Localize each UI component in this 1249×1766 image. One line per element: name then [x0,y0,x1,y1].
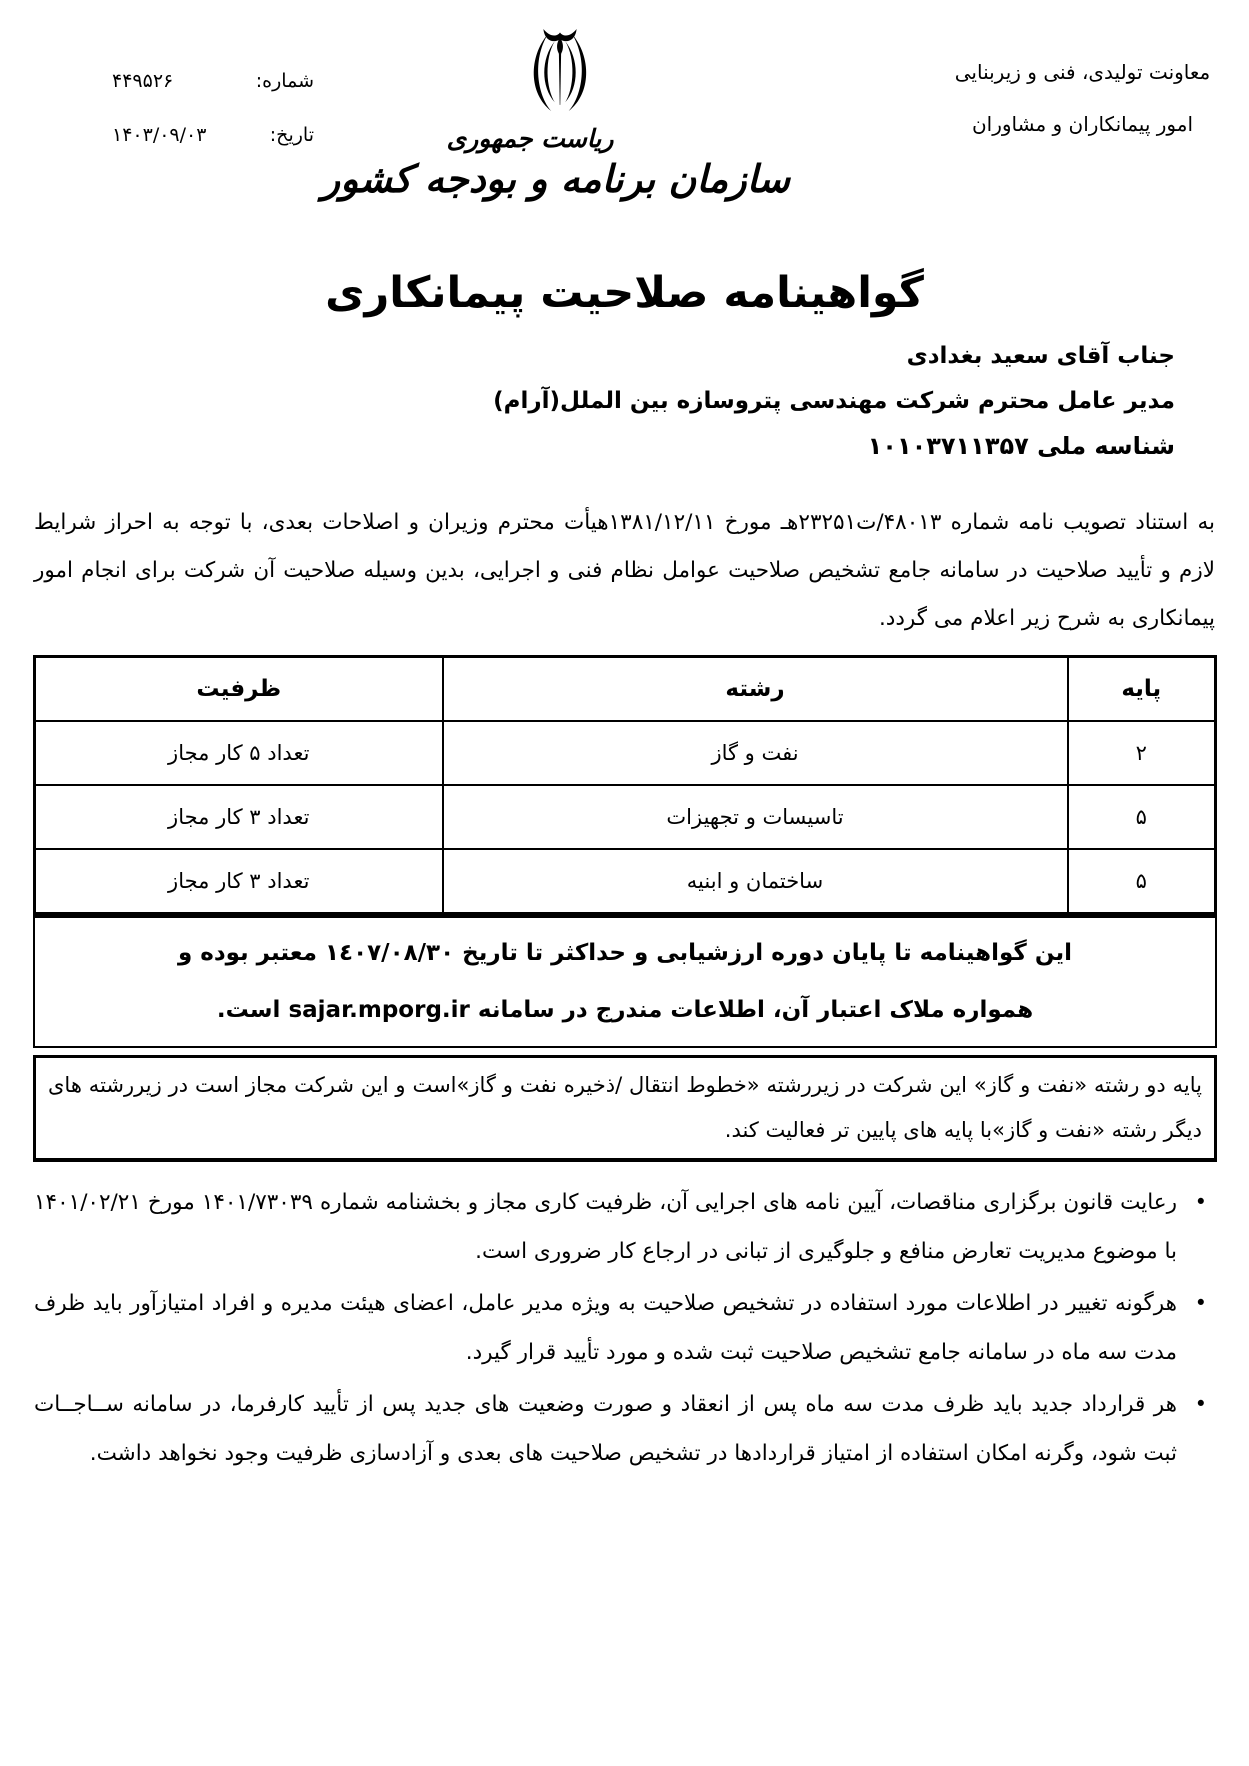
table-row [35,849,1216,913]
letter-date-row [112,124,314,146]
capacity-cell: تعداد ۳ کار مجاز [35,785,443,849]
letterhead-center [321,22,790,201]
bullet-icon: • [1194,1391,1207,1416]
col-field: رشته [443,657,1068,721]
note-item [34,1380,1215,1478]
capacity-cell: تعداد ۳ کار مجاز [35,849,443,913]
addressee-block [0,334,1249,469]
note-text: رعایت قانون برگزاری مناقصات، آیین نامه های اجرایی آن، ظرفیت کاری مجاز و بخشنامه شماره ۱۴۰۱/۷۳۰۳۹ مورخ ۱۴۰۱/۰۲/۲۱ با موضوع مدیریت تعارض منافع و جلوگیری از تبانی در ارجاع کار ضروری است. [34,1189,1177,1264]
addressee-name: جناب آقای سعید بغدادی [906,343,1175,369]
certificate-title: گواهینامه صلاحیت پیمانکاری [325,268,924,318]
field-cell: نفت و گاز [443,721,1068,785]
bullet-icon: • [1194,1189,1207,1214]
subfield-note-box: پایه دو رشته «نفت و گاز» این شرکت در زیررشته «خطوط انتقال /ذخیره نفت و گاز»است و این شرکت مجاز است در زیررشته های دیگر رشته «نفت و گاز»با پایه های پایین تر فعالیت کند. [33,1055,1217,1162]
note-text: هرگونه تغییر در اطلاعات مورد استفاده در تشخیص صلاحیت به ویژه مدیر عامل، اعضای هیئت مدیره و افراد امتیازآور باید ظرف مدت سه ماه در سامانه جامع تشخیص صلاحیت ثبت شده و مورد تأیید قرار گیرد. [34,1290,1177,1365]
col-grade: پایه [1068,657,1216,721]
deputy-line: معاونت تولیدی، فنی و زیربنایی [954,60,1211,84]
table-row [35,721,1216,785]
intro-paragraph: به استناد تصویب نامه شماره ۴۸۰۱۳/ت۲۳۲۵۱هـ مورخ ۱۳۸۱/۱۲/۱۱هیأت محترم وزیران و اصلاحات بعدی، با توجه به احراز شرایط لازم و تأیید صلاحیت در سامانه جامع تشخیص صلاحیت عوامل نظام فنی و اجرایی، بدین وسیله صلاحیت آن شرکت برای انجام امور پیمانکاری به شرح زیر اعلام می گردد. [34,510,1215,631]
validity-line2 [45,982,1205,1039]
sajar-site-name: sajar.mporg.ir [288,996,470,1023]
addressee-role: مدیر عامل محترم شرکت مهندسی پتروسازه بین الملل(آرام) [493,388,1175,414]
letter-meta [112,70,314,178]
table-row [35,785,1216,849]
bullet-icon: • [1194,1290,1207,1315]
deputy-header [950,60,1215,164]
field-cell: ساختمان و ابنیه [443,849,1068,913]
number-value: ۴۴۹۵۲۶ [112,70,174,92]
contractors-affairs-line: امور پیمانکاران و مشاوران [971,112,1194,136]
col-capacity: ظرفیت [35,657,443,721]
table-header-row [35,657,1216,721]
field-cell: تاسیسات و تجهیزات [443,785,1068,849]
grade-cell: ۵ [1068,849,1216,913]
qualification-table [33,655,1217,914]
presidency-line: ریاست جمهوری [446,124,614,153]
date-label: تاریخ: [269,124,314,146]
iran-emblem-icon [512,22,608,122]
note-text: هر قرارداد جدید باید ظرف مدت سه ماه پس از انعقاد و صورت وضعیت های جدید پس از تأیید کارفرما، در سامانه ســاجــات ثبت شود، وگرنه امکان استفاده از امتیاز قراردادها در تشخیص صلاحیت های بعدی و آزادسازی ظرفیت وجود نخواهد داشت. [34,1391,1177,1466]
letter-number-row [112,70,314,92]
validity-note [33,914,1217,1048]
date-value: ۱۴۰۳/۰۹/۰۳ [112,124,207,146]
capacity-cell: تعداد ۵ کار مجاز [35,721,443,785]
grade-cell: ۲ [1068,721,1216,785]
notes-list [34,1178,1215,1478]
note-item [34,1279,1215,1377]
organization-name: سازمان برنامه و بودجه کشور [321,157,790,201]
national-id: شناسه ملی ۱۰۱۰۳۷۱۱۳۵۷ [867,432,1175,460]
note-item [34,1178,1215,1276]
validity-line2-suffix: است. [216,996,289,1023]
grade-cell: ۵ [1068,785,1216,849]
number-label: شماره: [255,70,314,92]
validity-line2-prefix: همواره ملاک اعتبار آن، اطلاعات مندرج در سامانه [469,996,1034,1023]
validity-line1: این گواهینامه تا پایان دوره ارزشیابی و حداکثر تا تاریخ ۱٤۰۷/۰۸/۳۰ معتبر بوده و [177,939,1073,966]
